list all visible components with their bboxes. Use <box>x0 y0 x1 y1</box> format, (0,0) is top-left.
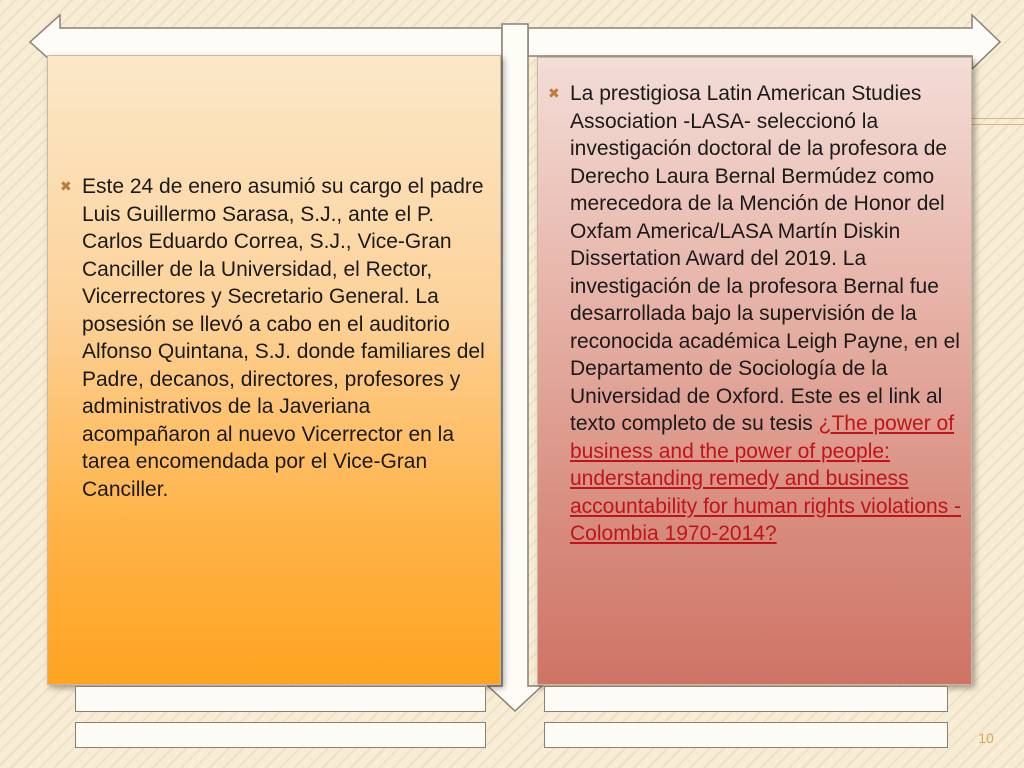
left-bullet-text: Este 24 de enero asumió su cargo el padre Luis Guillermo Sarasa, S.J., ante el P. Carlos Eduardo Correa, S.J., Vice-Gran Canciller de la Universidad, el Rector, Vicerrectores y Secretario General. La posesión se llevó a cabo en el auditorio Alfonso Quintana, S.J. donde familiares del Padre, decanos, directores, profesores y administrativos de la Javeriana acompañaron al nuevo Vicerrector en la tarea encomendada por el Vice-Gran Canciller. <box>82 175 485 501</box>
x-mark-bullet-icon: ✖ <box>60 178 72 194</box>
page-number: 10 <box>978 730 994 746</box>
bottom-bar-left-lower <box>75 722 486 748</box>
right-bullet-text <box>570 80 968 548</box>
bottom-bar-right-upper <box>544 686 948 712</box>
bottom-bar-right-lower <box>544 722 948 748</box>
thesis-link[interactable]: ¿The power of business and the power of people: understanding remedy and business accountability for human rights violations - Colombia 1970-2014? <box>570 412 962 545</box>
bottom-bar-left-upper <box>75 686 486 712</box>
left-bullet-item <box>60 173 490 503</box>
right-bullet-body: La prestigiosa Latin American Studies Association -LASA- seleccionó la investigación doctoral de la profesora de Derecho Laura Bernal Bermúdez como merecedora de la Mención de Honor del Oxfam America/LASA Martín Diskin Dissertation Award del 2019. La investigación de la profesora Bernal fue desarrollada bajo la supervisión de la reconocida académica Leigh Payne, en el Departamento de Sociología de la Universidad de Oxford. Este es el link al texto completo de su tesis <box>570 82 960 435</box>
right-bullet-item <box>548 80 968 548</box>
x-mark-bullet-icon: ✖ <box>548 85 560 101</box>
